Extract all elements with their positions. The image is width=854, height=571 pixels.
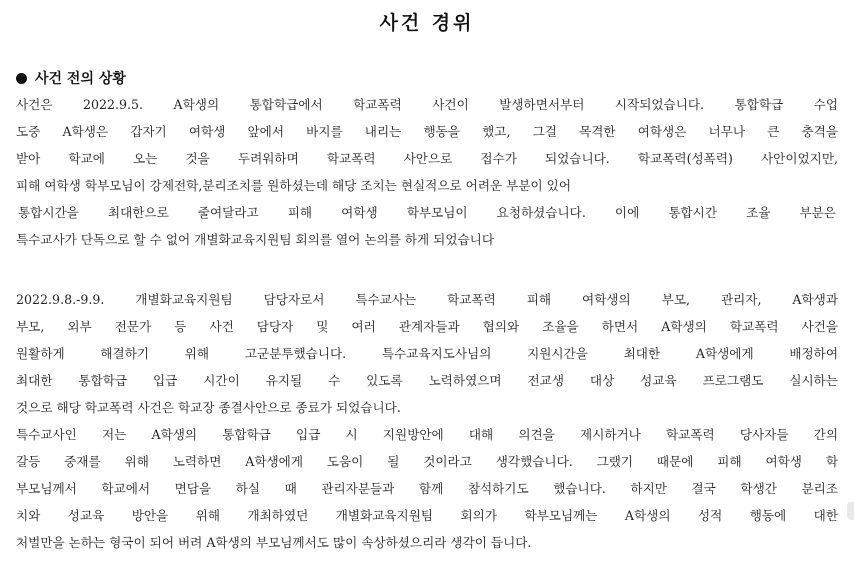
section-heading-text: 사건 전의 상황: [35, 71, 126, 87]
paragraph1-line: 피해 여학생 학부모님이 강제전학,분리조치를 원하셨는데 해당 조치는 현실적으로 어려운 부분이 있어: [16, 178, 571, 193]
paragraph2-line: 갈등 중재를 위해 노력하면 A학생에게 도움이 될 것이라고 생각했습니다. 그랬기 때문에 피해 여학생 학: [16, 454, 838, 469]
paragraph2-line: 최대한 통합학급 입급 시간이 유지될 수 있도록 노력하였으며 전교생 대상 성교육 프로그램도 실시하는: [16, 373, 838, 388]
section-heading: [16, 68, 126, 88]
paragraph1-line: 사건은 2022.9.5. A학생의 통합학급에서 학교폭력 사건이 발생하면서부터 시작되었습니다. 통합학급 수업: [16, 97, 838, 112]
paragraph2-line: 특수교사인 저는 A학생의 통합학급 입급 시 지원방안에 대해 의견을 제시하거나 학교폭력 당사자들 간의: [16, 427, 838, 442]
paragraph2-line: 것으로 해당 학교폭력 사건은 학교장 종결사안으로 종료가 되었습니다.: [16, 400, 401, 415]
paragraph2-line: 부모님께서 학교에서 면담을 하실 때 관리자분들과 함께 참석하기도 했습니다. 하지만 결국 학생간 분리조: [16, 481, 838, 496]
paragraph1-line: 도중 A학생은 갑자기 여학생 앞에서 바지를 내리는 행동을 했고, 그걸 목격한 여학생은 너무나 큰 충격을: [16, 124, 838, 139]
paragraph2-line: 원활하게 해결하기 위해 고군분투했습니다. 특수교육지도사님의 지원시간을 최대한 A학생에게 배정하여: [16, 346, 838, 361]
paragraph2-line: 처벌만을 논하는 형국이 되어 버려 A학생의 부모님께서도 많이 속상하셨으리라 생각이 듭니다.: [16, 535, 532, 550]
paragraph1-line: 통합시간을 최대한으로 줄여달라고 피해 여학생 학부모님이 요청하셨습니다. 이에 통합시간 조율 부분은: [18, 205, 836, 220]
paragraph2-line: 부모, 외부 전문가 등 사건 담당자 및 여러 관계자들과 협의와 조율을 하면서 A학생의 학교폭력 사건을: [16, 319, 838, 334]
paragraph2-line: 2022.9.8.-9.9. 개별화교육지원팀 담당자로서 특수교사는 학교폭력 피해 여학생의 부모, 관리자, A학생과: [16, 292, 838, 307]
document-title: 사건 경위: [379, 12, 475, 34]
paragraph1-line: 특수교사가 단독으로 할 수 없어 개별화교육지원팀 회의를 열어 논의를 하게 되었습니다: [16, 232, 494, 247]
bullet-icon: [16, 73, 27, 84]
scroll-edge-indicator: [847, 502, 854, 520]
paragraph1-line: 받아 학교에 오는 것을 두려워하며 학교폭력 사안으로 접수가 되었습니다. 학교폭력(성폭력) 사안이었지만,: [16, 151, 838, 166]
paragraph2-line: 치와 성교육 방안을 위해 개최하였던 개별화교육지원팀 회의가 학부모님께는 A학생의 성적 행동에 대한: [16, 508, 838, 523]
